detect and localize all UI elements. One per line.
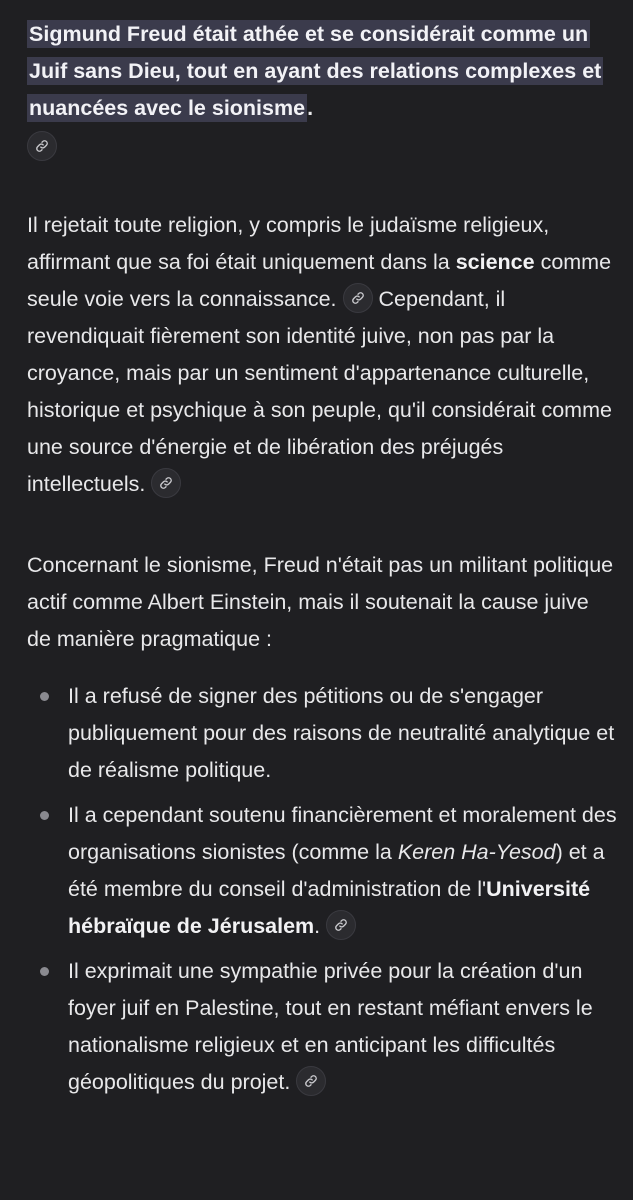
bold-university: Université hébraïque de Jérusalem (68, 877, 591, 938)
list-item-text: ) et a été membre du conseil d'administration de l' (68, 840, 605, 901)
link-icon (159, 476, 173, 490)
link-icon (304, 1074, 318, 1088)
bullet-dot (40, 967, 49, 976)
list-item-text: Il exprimait une sympathie privée pour la création d'un foyer juif en Palestine, tout en restant méfiant envers le nationalisme religieux et en anticipant les difficultés géopolitiques du projet. (68, 959, 593, 1094)
paragraph-text: Il rejetait toute religion, y compris le judaïsme religieux, affirmant que sa foi était uniquement dans la (27, 213, 550, 274)
paragraph-religion (27, 207, 617, 503)
citation-link-button[interactable] (326, 910, 356, 940)
bullet-dot (40, 811, 49, 820)
paragraph-text: comme seule voie vers la connaissance. (27, 250, 612, 311)
link-icon (334, 918, 348, 932)
list-item-text: Il a cependant soutenu financièrement et moralement des organisations sionistes (comme la (68, 803, 617, 864)
citation-link-button[interactable] (296, 1066, 326, 1096)
citation-link-button[interactable] (151, 468, 181, 498)
answer-headline (27, 16, 617, 163)
list-item-text: . (314, 914, 327, 938)
list-item (27, 678, 617, 789)
paragraph-zionism: Concernant le sionisme, Freud n'était pas un militant politique actif comme Albert Einstein, mais il soutenait la cause juive de manière pragmatique : (27, 553, 614, 651)
list-item (27, 953, 617, 1101)
bullet-list (27, 678, 617, 1101)
bullet-dot (40, 692, 49, 701)
list-item (27, 797, 617, 945)
headline-period: . (307, 96, 314, 120)
answer-content (27, 16, 617, 1109)
citation-link-button[interactable] (343, 283, 373, 313)
link-icon (351, 291, 365, 305)
highlighted-summary: Sigmund Freud était athée et se considérait comme un Juif sans Dieu, tout en ayant des relations complexes et nuancées avec le sionisme (29, 22, 602, 120)
bold-science: science (455, 250, 535, 274)
link-icon (35, 139, 49, 153)
paragraph-text: Cependant, il revendiquait fièrement son identité juive, non pas par la croyance, mais par un sentiment d'appartenance culturelle, historique et psychique à son peuple, qu'il considérait comme une source d'énergie et de libération des préjugés intellectuels. (27, 287, 612, 496)
citation-link-button[interactable] (27, 131, 57, 161)
list-item-text: Il a refusé de signer des pétitions ou de s'engager publiquement pour des raisons de neutralité analytique et de réalisme politique. (68, 684, 615, 782)
italic-organization: Keren Ha-Yesod (397, 840, 556, 864)
